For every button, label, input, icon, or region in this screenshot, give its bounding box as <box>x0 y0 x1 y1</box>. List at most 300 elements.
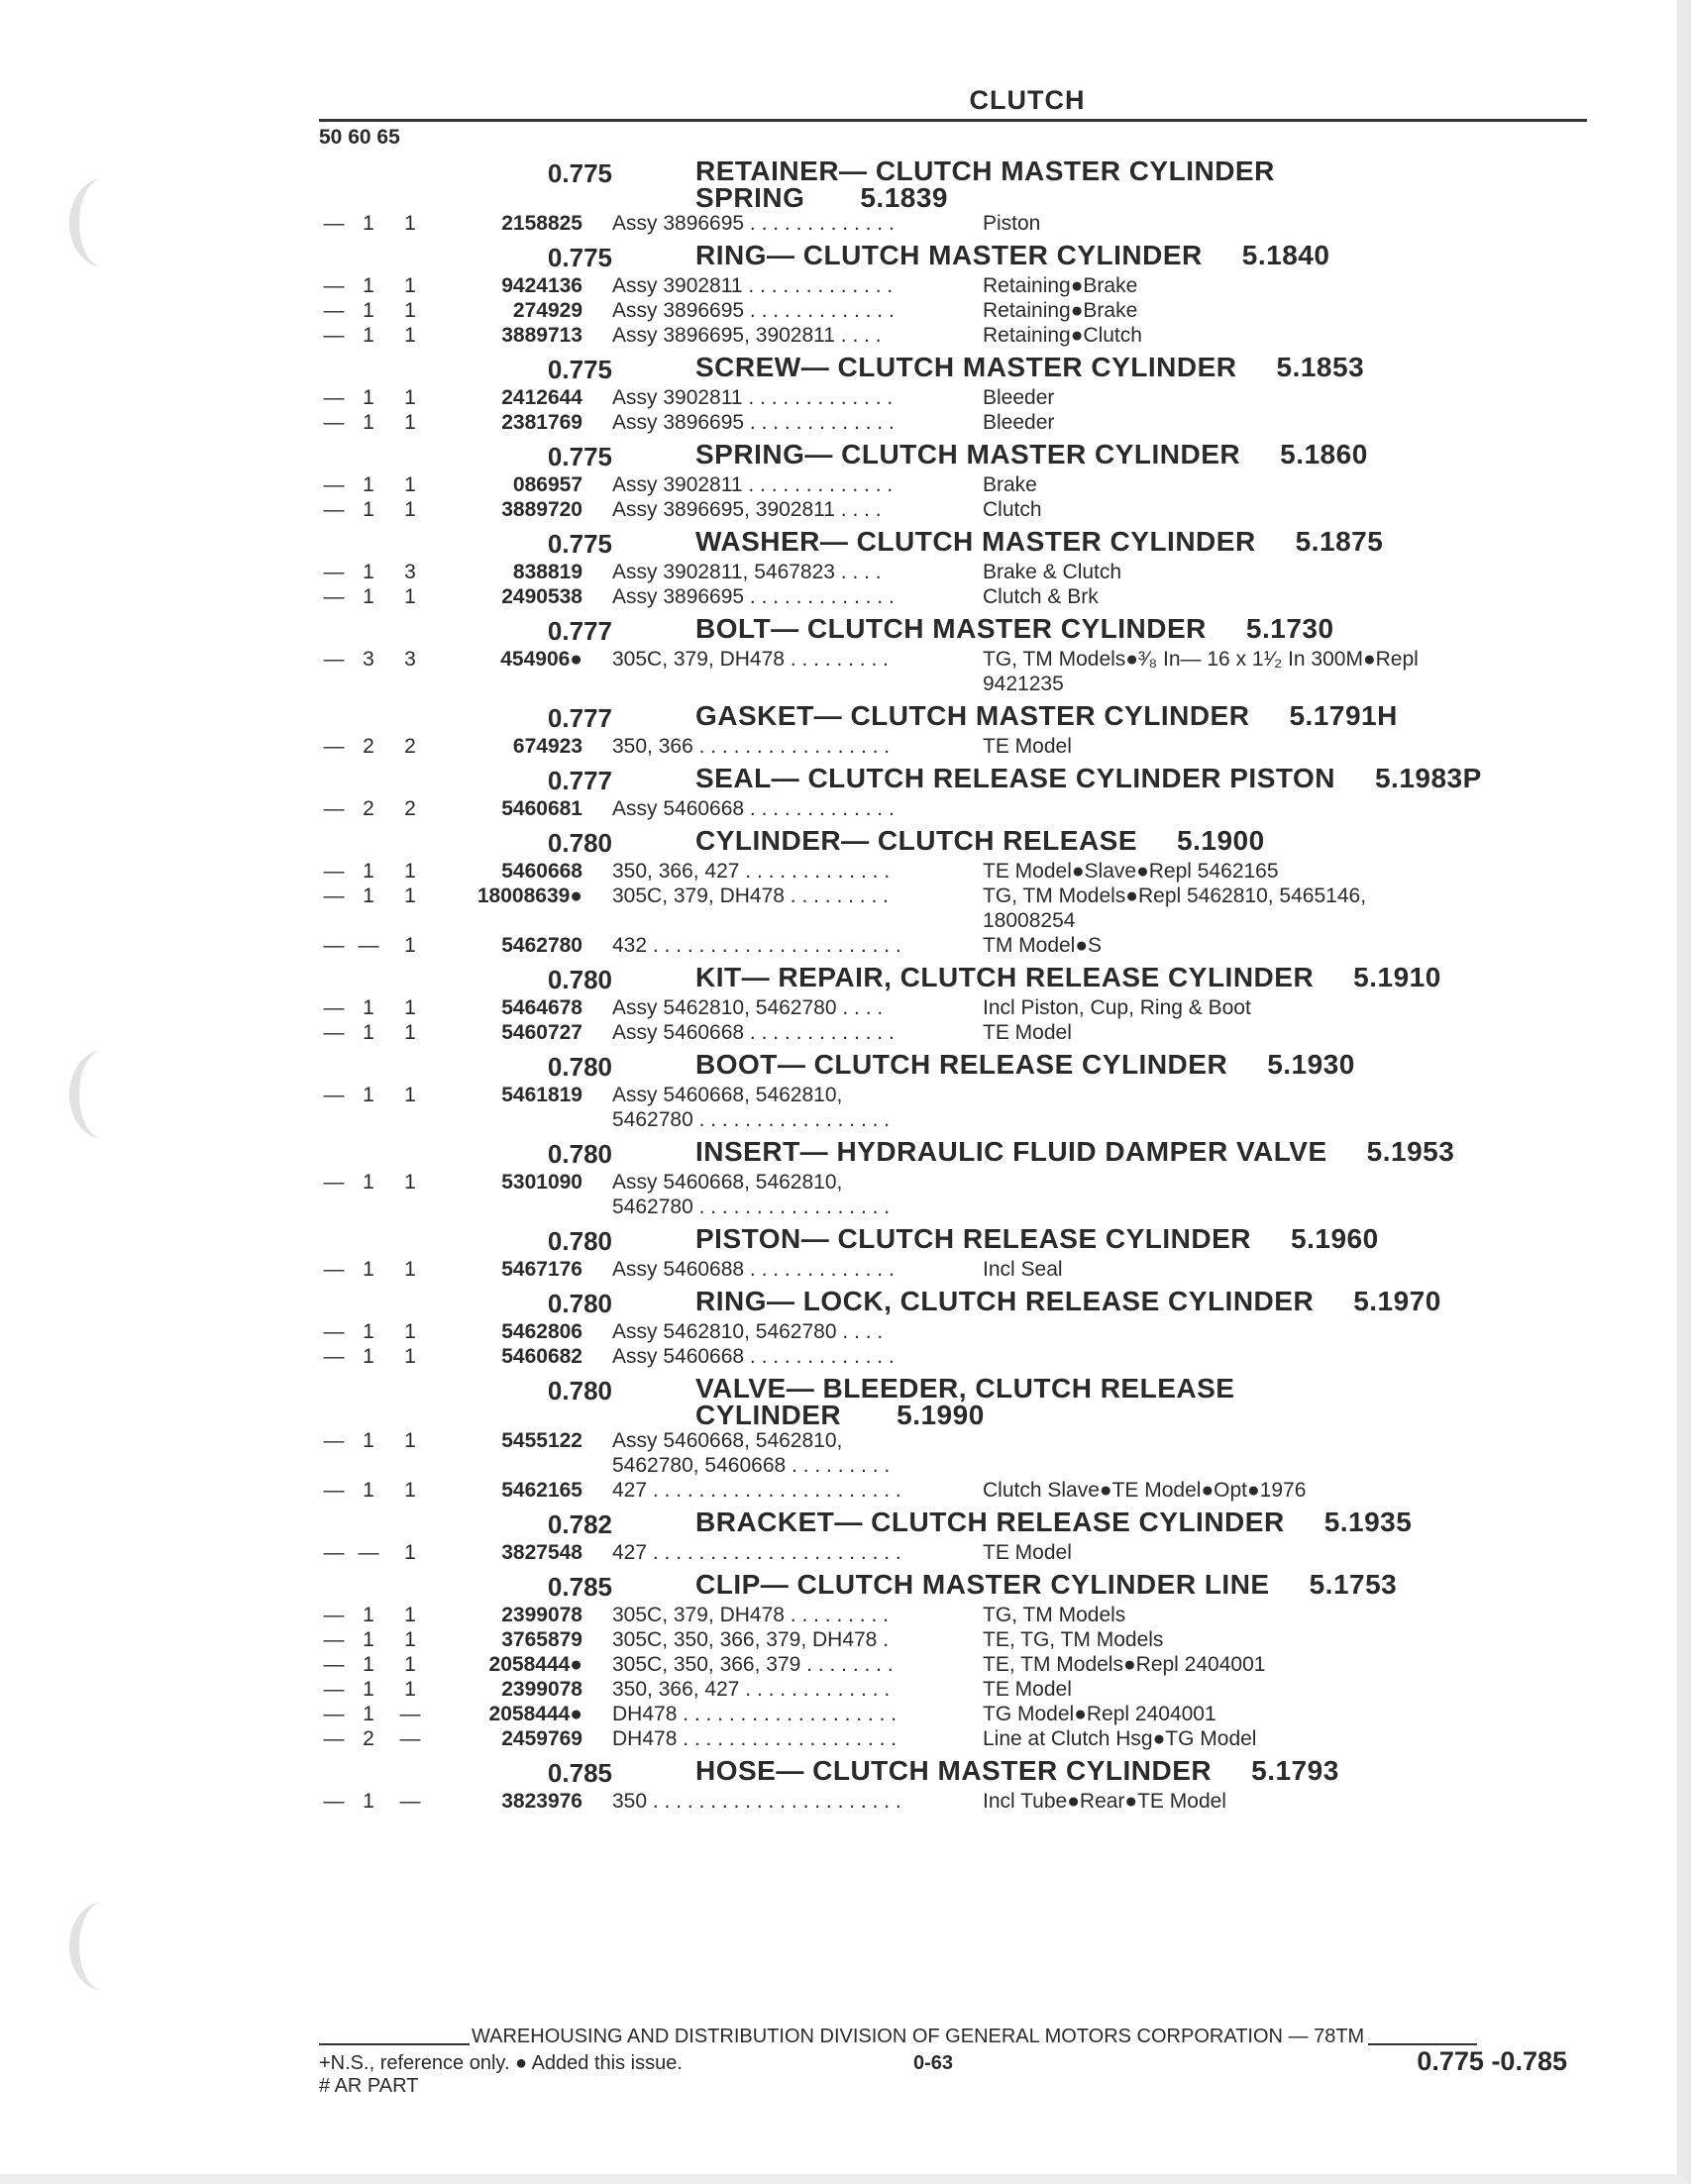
part-group <box>319 1138 1587 1219</box>
group-header <box>319 702 1587 734</box>
part-row <box>319 497 1587 522</box>
part-group <box>319 827 1587 958</box>
group-title-block <box>695 441 1547 468</box>
qty-60: 2 <box>363 735 374 758</box>
group-title: CYLINDER— CLUTCH RELEASE <box>695 825 1138 856</box>
part-group <box>319 702 1587 759</box>
group-title: VALVE— BLEEDER, CLUTCH RELEASE <box>695 1373 1235 1404</box>
part-group <box>319 157 1587 236</box>
part-application: 305C, 379, DH478 . . . . . . . . . <box>612 648 889 671</box>
qty-50: — <box>323 1678 345 1701</box>
group-ref: 5.1753 <box>1309 1569 1398 1600</box>
part-application: 350, 366, 427 . . . . . . . . . . . . . <box>612 1678 891 1701</box>
group-ref: 5.1930 <box>1267 1049 1355 1080</box>
part-group <box>319 1757 1587 1814</box>
qty-65: — <box>399 1727 421 1750</box>
group-title-block <box>695 1288 1547 1314</box>
group-header <box>319 157 1587 211</box>
footer-rule-left <box>319 2029 470 2045</box>
group-ref: 5.1875 <box>1295 526 1384 557</box>
group-code: 0.777 <box>547 766 612 795</box>
group-header <box>319 615 1587 647</box>
part-number: 18008639● <box>476 884 582 907</box>
part-number: 086957 <box>512 473 582 496</box>
group-title-block <box>695 615 1547 642</box>
qty-65: 1 <box>404 1653 416 1676</box>
qty-60: 1 <box>363 212 374 235</box>
header-rule <box>319 119 1587 122</box>
part-note: TM Model●S <box>983 934 1103 957</box>
group-header <box>319 1051 1587 1083</box>
qty-50: — <box>323 274 345 297</box>
group-header <box>319 1508 1587 1540</box>
qty-50: — <box>323 1604 345 1626</box>
group-code: 0.785 <box>547 1758 612 1788</box>
qty-65: 1 <box>404 1429 416 1452</box>
part-application: 305C, 350, 366, 379 . . . . . . . . <box>612 1653 894 1676</box>
qty-60: 1 <box>363 411 374 434</box>
part-application: 350, 366 . . . . . . . . . . . . . . . . . <box>612 735 891 758</box>
part-note: Incl Tube●Rear●TE Model <box>983 1790 1226 1813</box>
group-range: 0.775 -0.785 <box>1417 2046 1567 2076</box>
part-row <box>319 211 1587 236</box>
group-title: RING— CLUTCH MASTER CYLINDER <box>695 240 1203 270</box>
part-application: Assy 5460668 . . . . . . . . . . . . . <box>612 1345 895 1368</box>
qty-60: 1 <box>363 1320 374 1343</box>
part-row <box>319 298 1587 323</box>
part-application: Assy 5460668, 5462810, 5462780, 5460668 . . . . . . . . . <box>612 1429 891 1477</box>
group-title: CLIP— CLUTCH MASTER CYLINDER LINE <box>695 1569 1270 1600</box>
qty-50: — <box>323 1703 345 1725</box>
qty-50: — <box>323 299 345 322</box>
qty-65: 1 <box>404 299 416 322</box>
qty-60: 1 <box>363 1429 374 1452</box>
qty-60: 1 <box>363 1084 374 1106</box>
qty-65: 1 <box>404 1604 416 1626</box>
part-note: Bleeder <box>983 386 1055 409</box>
part-number: 9424136 <box>501 274 582 297</box>
group-title-block <box>695 1051 1547 1078</box>
group-title: BOOT— CLUTCH RELEASE CYLINDER <box>695 1049 1228 1080</box>
footer-line <box>319 2026 1587 2048</box>
part-application: 350 . . . . . . . . . . . . . . . . . . . . . . <box>612 1790 901 1813</box>
column-header: 50 60 65 <box>319 126 400 149</box>
qty-65: 1 <box>404 498 416 521</box>
part-application: DH478 . . . . . . . . . . . . . . . . . . . <box>612 1727 898 1750</box>
group-title: BOLT— CLUTCH MASTER CYLINDER <box>695 613 1207 644</box>
part-row <box>319 472 1587 497</box>
qty-65: 1 <box>404 996 416 1019</box>
footer-legend <box>319 2052 913 2098</box>
part-application: 432 . . . . . . . . . . . . . . . . . . . . . . <box>612 934 901 957</box>
group-ref: 5.1983P <box>1374 763 1482 793</box>
qty-60: 1 <box>363 860 374 883</box>
part-group <box>319 441 1587 522</box>
part-number: 274929 <box>512 299 582 322</box>
part-number: 5462780 <box>501 934 582 957</box>
qty-50: — <box>323 1653 345 1676</box>
part-row <box>319 1603 1587 1627</box>
part-application: Assy 3896695 . . . . . . . . . . . . . <box>612 299 895 322</box>
part-application: Assy 3896695 . . . . . . . . . . . . . <box>612 411 895 434</box>
qty-60: 1 <box>363 585 374 608</box>
part-row <box>319 323 1587 348</box>
qty-60: 1 <box>363 274 374 297</box>
part-row <box>319 273 1587 298</box>
part-application: 427 . . . . . . . . . . . . . . . . . . . . . . <box>612 1541 901 1564</box>
part-note: Piston <box>983 212 1041 235</box>
part-number: 5301090 <box>501 1171 582 1194</box>
part-group <box>319 1225 1587 1282</box>
group-code: 0.775 <box>547 243 612 272</box>
qty-50: — <box>323 585 345 608</box>
part-row <box>319 1677 1587 1702</box>
qty-60: 1 <box>363 1790 374 1813</box>
part-number: 5460727 <box>501 1021 582 1044</box>
group-title-block <box>695 1138 1547 1165</box>
qty-65: 1 <box>404 1258 416 1281</box>
part-application: Assy 3896695, 3902811 . . . . <box>612 324 882 347</box>
part-note: TG, TM Models●³⁄₈ In— 16 x 1¹⁄₂ In 300M●Repl 9421235 <box>983 648 1419 695</box>
part-number: 5462165 <box>501 1479 582 1502</box>
qty-60: 1 <box>363 1703 374 1725</box>
qty-60: 1 <box>363 996 374 1019</box>
parts-list <box>319 157 1587 1814</box>
qty-60: 1 <box>363 1678 374 1701</box>
group-ref: 5.1791H <box>1289 700 1398 731</box>
qty-65: 1 <box>404 884 416 907</box>
group-ref: 5.1840 <box>1241 240 1330 270</box>
part-note: TE Model <box>983 1678 1072 1701</box>
part-number: 2459769 <box>501 1727 582 1750</box>
group-title: RING— LOCK, CLUTCH RELEASE CYLINDER <box>695 1286 1315 1316</box>
group-header <box>319 528 1587 560</box>
part-note: Brake <box>983 473 1037 496</box>
part-application: Assy 3896695 . . . . . . . . . . . . . <box>612 585 895 608</box>
group-title-block <box>695 157 1547 211</box>
group-code: 0.780 <box>547 1052 612 1082</box>
part-group <box>319 1375 1587 1503</box>
qty-60: 1 <box>363 1171 374 1194</box>
qty-65: 1 <box>404 1678 416 1701</box>
part-note: Clutch <box>983 498 1042 521</box>
punch-hole <box>69 178 139 267</box>
group-title: RETAINER— CLUTCH MASTER CYLINDER <box>695 156 1275 186</box>
group-title-block <box>695 1571 1547 1598</box>
group-header <box>319 441 1587 472</box>
part-row <box>319 1627 1587 1652</box>
qty-60: 1 <box>363 561 374 583</box>
part-note: Clutch & Brk <box>983 585 1099 608</box>
part-note: Incl Piston, Cup, Ring & Boot <box>983 996 1251 1019</box>
part-number: 2381769 <box>501 411 582 434</box>
part-application: Assy 5460668 . . . . . . . . . . . . . <box>612 797 895 820</box>
part-note: TE Model●Slave●Repl 5462165 <box>983 860 1279 883</box>
part-group <box>319 1288 1587 1369</box>
part-application: 305C, 379, DH478 . . . . . . . . . <box>612 1604 889 1626</box>
qty-60: — <box>358 1541 379 1564</box>
group-code: 0.777 <box>547 616 612 646</box>
qty-65: 1 <box>404 1171 416 1194</box>
group-ref: 5.1900 <box>1177 825 1265 856</box>
qty-65: — <box>399 1790 421 1813</box>
part-group <box>319 1051 1587 1132</box>
part-row <box>319 1702 1587 1726</box>
qty-65: 1 <box>404 324 416 347</box>
qty-50: — <box>323 934 345 957</box>
qty-65: 1 <box>404 934 416 957</box>
group-title-block <box>695 964 1547 990</box>
qty-60: 1 <box>363 1653 374 1676</box>
part-row <box>319 884 1587 933</box>
qty-65: 1 <box>404 1345 416 1368</box>
part-note: Incl Seal <box>983 1258 1063 1281</box>
part-number: 2412644 <box>501 386 582 409</box>
group-code: 0.780 <box>547 1226 612 1256</box>
part-row <box>319 1083 1587 1132</box>
part-note: Retaining●Brake <box>983 299 1138 322</box>
part-row <box>319 1789 1587 1814</box>
group-ref: 5.1935 <box>1323 1507 1413 1537</box>
group-title-block <box>695 528 1547 555</box>
qty-65: — <box>399 1703 421 1725</box>
group-ref: 5.1970 <box>1353 1286 1441 1316</box>
qty-60: — <box>358 934 379 957</box>
group-code: 0.775 <box>547 442 612 471</box>
group-header <box>319 765 1587 796</box>
part-row <box>319 1257 1587 1282</box>
group-header <box>319 1571 1587 1603</box>
group-ref: 5.1910 <box>1353 962 1441 992</box>
part-note: Bleeder <box>983 411 1055 434</box>
punch-hole <box>69 1050 139 1139</box>
qty-50: — <box>323 212 345 235</box>
qty-60: 1 <box>363 1345 374 1368</box>
group-title: INSERT— HYDRAULIC FLUID DAMPER VALVE <box>695 1136 1327 1167</box>
qty-65: 1 <box>404 1021 416 1044</box>
qty-65: 1 <box>404 585 416 608</box>
group-header <box>319 354 1587 385</box>
part-row <box>319 385 1587 410</box>
group-ref: 5.1860 <box>1280 439 1368 469</box>
qty-50: — <box>323 1021 345 1044</box>
group-title-block <box>695 354 1547 380</box>
qty-65: 1 <box>404 1479 416 1502</box>
qty-60: 2 <box>363 797 374 820</box>
group-title: PISTON— CLUTCH RELEASE CYLINDER <box>695 1223 1252 1254</box>
group-header <box>319 827 1587 859</box>
qty-65: 1 <box>404 860 416 883</box>
group-ref: 5.1960 <box>1291 1223 1379 1254</box>
part-number: 2399078 <box>501 1604 582 1626</box>
part-row <box>319 1540 1587 1565</box>
qty-60: 1 <box>363 498 374 521</box>
catalog-page <box>319 81 1587 1814</box>
group-ref: 5.1853 <box>1276 352 1365 382</box>
part-number: 2058444● <box>488 1653 582 1676</box>
part-number: 3823976 <box>501 1790 582 1813</box>
part-application: 305C, 350, 366, 379, DH478 . <box>612 1628 890 1651</box>
group-code: 0.777 <box>547 703 612 733</box>
qty-65: 3 <box>404 561 416 583</box>
part-application: Assy 5460688 . . . . . . . . . . . . . <box>612 1258 895 1281</box>
part-group <box>319 242 1587 348</box>
group-code: 0.782 <box>547 1509 612 1539</box>
group-title-block <box>695 1508 1547 1535</box>
part-group <box>319 964 1587 1045</box>
qty-60: 1 <box>363 386 374 409</box>
qty-50: — <box>323 1541 345 1564</box>
qty-50: — <box>323 797 345 820</box>
part-row <box>319 734 1587 759</box>
part-note: Brake & Clutch <box>983 561 1122 583</box>
qty-50: — <box>323 1171 345 1194</box>
qty-65: 2 <box>404 735 416 758</box>
part-row <box>319 1170 1587 1219</box>
group-code: 0.780 <box>547 1289 612 1318</box>
part-number: 454906● <box>500 648 582 671</box>
part-number: 838819 <box>512 561 582 583</box>
part-number: 5460681 <box>501 797 582 820</box>
part-number: 2158825 <box>501 212 582 235</box>
group-title-block <box>695 827 1547 854</box>
qty-60: 1 <box>363 1479 374 1502</box>
part-group <box>319 1508 1587 1565</box>
qty-50: — <box>323 1320 345 1343</box>
group-title-block <box>695 242 1547 268</box>
group-title: KIT— REPAIR, CLUTCH RELEASE CYLINDER <box>695 962 1315 992</box>
part-row <box>319 560 1587 584</box>
part-note: Line at Clutch Hsg●TG Model <box>983 1727 1257 1750</box>
qty-65: 1 <box>404 386 416 409</box>
qty-50: — <box>323 1628 345 1651</box>
part-number: 5461819 <box>501 1084 582 1106</box>
part-row <box>319 1428 1587 1478</box>
group-ref: 5.1990 <box>897 1400 985 1430</box>
group-title-line2: CYLINDER <box>695 1400 842 1430</box>
group-header <box>319 1138 1587 1170</box>
group-ref: 5.1953 <box>1366 1136 1455 1167</box>
part-number: 2399078 <box>501 1678 582 1701</box>
qty-50: — <box>323 996 345 1019</box>
part-row <box>319 1020 1587 1045</box>
qty-50: — <box>323 1429 345 1452</box>
part-application: Assy 3902811 . . . . . . . . . . . . . <box>612 473 894 496</box>
group-ref: 5.1793 <box>1251 1755 1339 1786</box>
part-number: 5460682 <box>501 1345 582 1368</box>
part-application: Assy 3902811, 5467823 . . . . <box>612 561 882 583</box>
part-note: Retaining●Brake <box>983 274 1138 297</box>
qty-50: — <box>323 1479 345 1502</box>
qty-65: 1 <box>404 212 416 235</box>
qty-60: 1 <box>363 1258 374 1281</box>
qty-60: 1 <box>363 1021 374 1044</box>
qty-60: 1 <box>363 1628 374 1651</box>
part-row <box>319 1726 1587 1751</box>
qty-65: 1 <box>404 1320 416 1343</box>
page-title: CLUTCH <box>969 85 1086 115</box>
group-title: BRACKET— CLUTCH RELEASE CYLINDER <box>695 1507 1285 1537</box>
part-note: TE, TG, TM Models <box>983 1628 1164 1651</box>
part-number: 2058444● <box>488 1703 582 1725</box>
qty-65: 1 <box>404 1628 416 1651</box>
qty-60: 1 <box>363 884 374 907</box>
qty-65: 3 <box>404 648 416 671</box>
qty-50: — <box>323 473 345 496</box>
part-number: 3827548 <box>501 1541 582 1564</box>
group-header <box>319 242 1587 273</box>
qty-65: 1 <box>404 1541 416 1564</box>
legend-line: +N.S., reference only. ● Added this issue. <box>319 2052 683 2074</box>
part-row <box>319 995 1587 1020</box>
part-number: 3889713 <box>501 324 582 347</box>
group-ref: 5.1730 <box>1245 613 1334 644</box>
part-number: 3889720 <box>501 498 582 521</box>
part-note: TG Model●Repl 2404001 <box>983 1703 1216 1725</box>
qty-50: — <box>323 1727 345 1750</box>
part-application: Assy 5460668, 5462810, 5462780 . . . . . . . . . . . . . . . . . <box>612 1171 891 1218</box>
part-group <box>319 765 1587 821</box>
part-note: TE Model <box>983 735 1072 758</box>
qty-65: 1 <box>404 473 416 496</box>
footer-rule-right <box>1368 2029 1477 2045</box>
qty-50: — <box>323 1084 345 1106</box>
group-title-line2: SPRING <box>695 182 805 213</box>
qty-60: 1 <box>363 299 374 322</box>
qty-60: 1 <box>363 473 374 496</box>
part-row <box>319 1319 1587 1344</box>
page-footer <box>319 2026 1587 2098</box>
part-row <box>319 933 1587 958</box>
group-header <box>319 1375 1587 1428</box>
part-number: 5464678 <box>501 996 582 1019</box>
group-title-block <box>695 765 1547 791</box>
part-note: TE Model <box>983 1021 1072 1044</box>
group-title: SCREW— CLUTCH MASTER CYLINDER <box>695 352 1237 382</box>
part-note: Retaining●Clutch <box>983 324 1142 347</box>
part-number: 5460668 <box>501 860 582 883</box>
part-number: 5462806 <box>501 1320 582 1343</box>
qty-65: 1 <box>404 411 416 434</box>
group-code: 0.780 <box>547 965 612 994</box>
qty-50: — <box>323 561 345 583</box>
qty-50: — <box>323 1258 345 1281</box>
group-code: 0.775 <box>547 529 612 559</box>
part-application: Assy 5462810, 5462780 . . . . <box>612 996 884 1019</box>
part-number: 5455122 <box>501 1429 582 1452</box>
qty-60: 3 <box>363 648 374 671</box>
part-application: 305C, 379, DH478 . . . . . . . . . <box>612 884 889 907</box>
part-note: TG, TM Models <box>983 1604 1126 1626</box>
group-code: 0.775 <box>547 355 612 384</box>
qty-65: 1 <box>404 1084 416 1106</box>
group-title-block <box>695 1757 1547 1784</box>
qty-60: 2 <box>363 1727 374 1750</box>
part-note: Clutch Slave●TE Model●Opt●1976 <box>983 1479 1307 1502</box>
qty-50: — <box>323 386 345 409</box>
group-header <box>319 1225 1587 1257</box>
part-group <box>319 1571 1587 1751</box>
qty-50: — <box>323 735 345 758</box>
group-header <box>319 964 1587 995</box>
qty-50: — <box>323 411 345 434</box>
group-title-block <box>695 1225 1547 1252</box>
part-note: TE, TM Models●Repl 2404001 <box>983 1653 1266 1676</box>
qty-50: — <box>323 884 345 907</box>
part-application: Assy 5462810, 5462780 . . . . <box>612 1320 884 1343</box>
group-code: 0.780 <box>547 1139 612 1169</box>
part-application: Assy 5460668, 5462810, 5462780 . . . . . . . . . . . . . . . . . <box>612 1084 891 1131</box>
